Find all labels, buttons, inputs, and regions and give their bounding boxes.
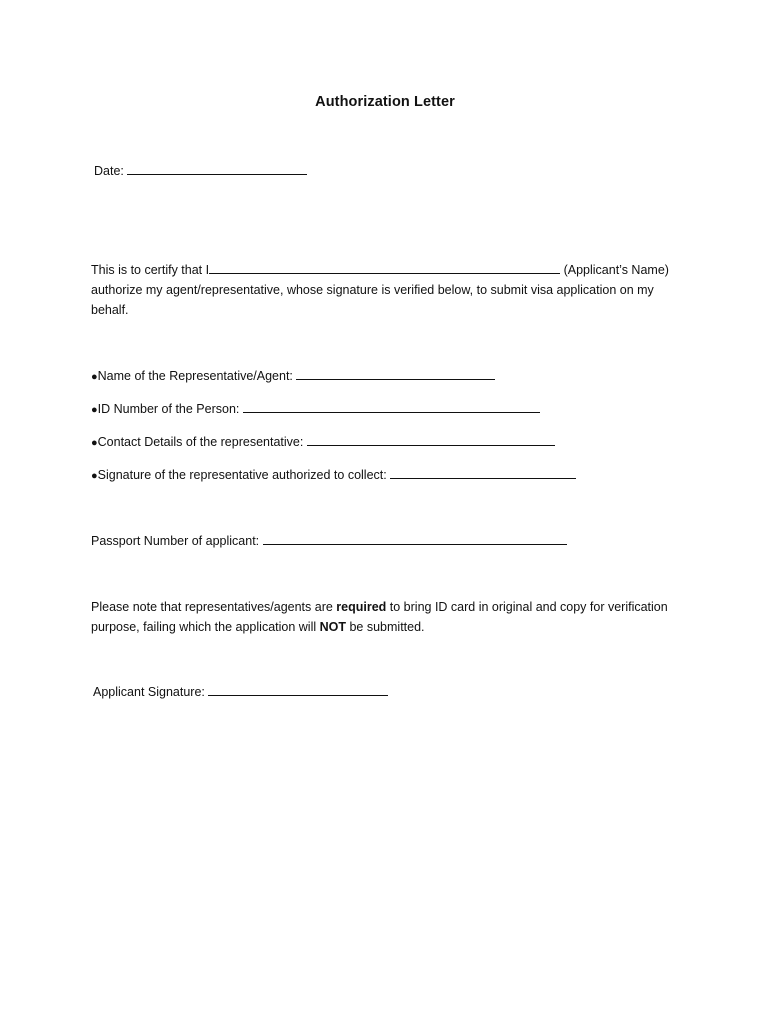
passport-line	[91, 531, 567, 551]
bullet-label: Contact Details of the representative:	[97, 435, 304, 449]
bullet-representative-name	[91, 366, 495, 387]
document-title: Authorization Letter	[315, 94, 455, 110]
bullet-icon: ●	[91, 404, 98, 416]
bullet-contact-details	[91, 432, 555, 453]
note-emphasis-not: NOT	[319, 620, 346, 634]
passport-label: Passport Number of applicant:	[91, 534, 260, 548]
contact-details-field[interactable]	[307, 433, 555, 446]
bullet-icon: ●	[91, 470, 98, 482]
date-label: Date:	[94, 164, 124, 178]
bullet-icon: ●	[91, 437, 98, 449]
bullet-label: Signature of the representative authorized to collect:	[97, 468, 387, 482]
bullet-id-number	[91, 399, 540, 420]
note-emphasis-required: required	[336, 600, 387, 614]
applicant-signature-label: Applicant Signature:	[93, 685, 205, 699]
bullet-label: ID Number of the Person:	[97, 402, 240, 416]
certify-prefix: This is to certify that I	[91, 263, 210, 277]
bullet-representative-signature	[91, 465, 576, 486]
certify-line	[91, 260, 669, 280]
note-text: to bring ID card in original and copy for verification purpose, failing which the application will	[91, 600, 668, 634]
bullet-label: Name of the Representative/Agent:	[97, 369, 293, 383]
bullet-icon: ●	[91, 371, 98, 383]
passport-number-field[interactable]	[263, 532, 567, 545]
id-number-field[interactable]	[243, 400, 540, 413]
date-field[interactable]	[127, 162, 307, 175]
certify-continuation: authorize my agent/representative, whose signature is verified below, to submit visa application on my behalf.	[91, 283, 654, 317]
note-text: be submitted.	[346, 620, 425, 634]
representative-name-field[interactable]	[296, 367, 495, 380]
note-paragraph	[91, 597, 691, 637]
representative-signature-field[interactable]	[390, 466, 576, 479]
note-text: Please note that representatives/agents are	[91, 600, 337, 614]
date-line	[94, 161, 307, 181]
applicant-signature-line	[93, 682, 388, 702]
applicant-signature-field[interactable]	[208, 683, 388, 696]
applicant-name-field[interactable]	[209, 261, 560, 274]
applicant-name-label: (Applicant’s Name)	[563, 263, 669, 277]
